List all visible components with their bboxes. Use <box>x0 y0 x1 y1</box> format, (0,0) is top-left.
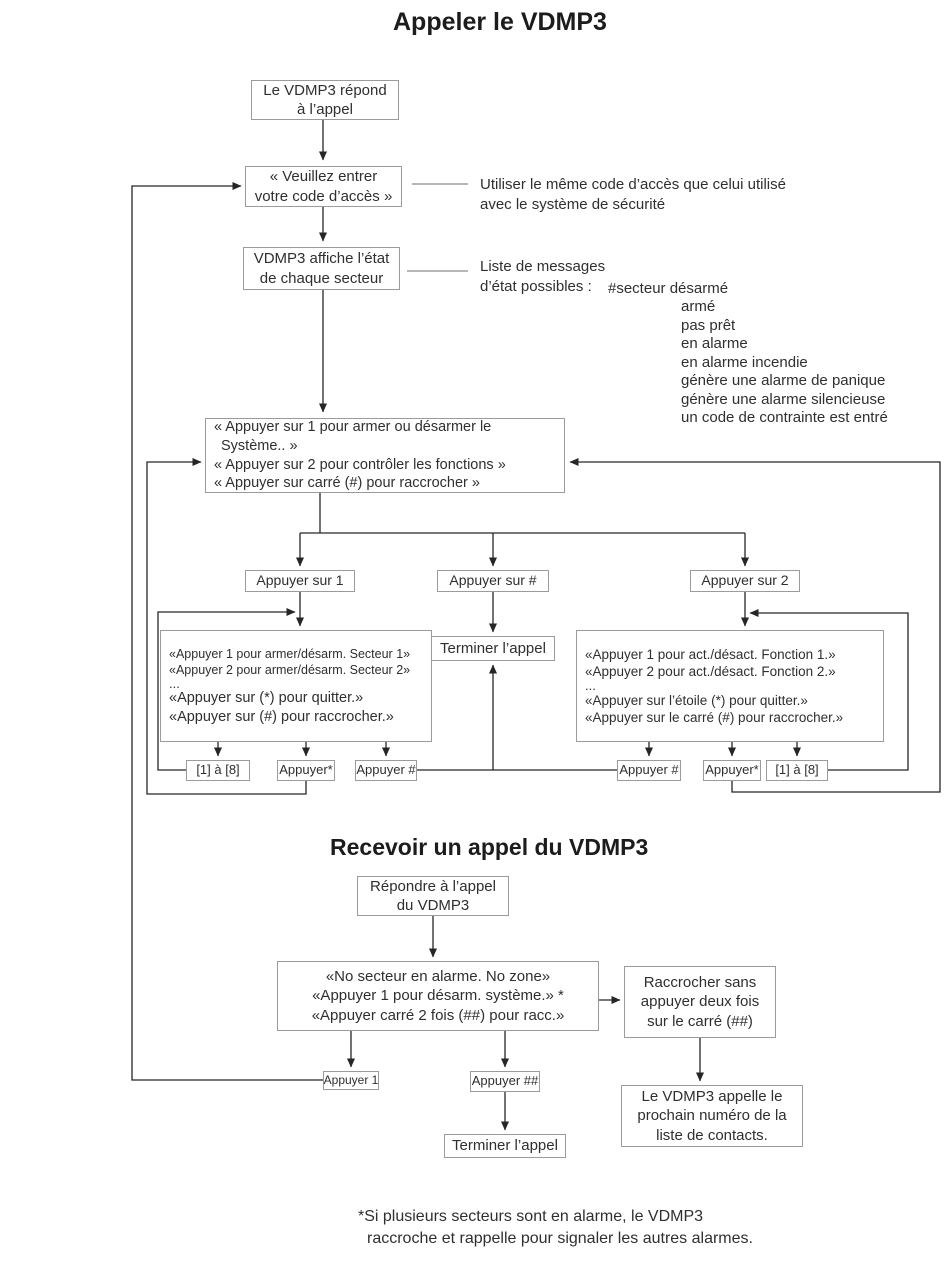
node-hangup-without-hash <box>624 966 776 1038</box>
node-arm-disarm-menu <box>160 630 432 742</box>
note-text: d’état possibles : <box>480 278 592 296</box>
node-text: Raccrocher sans <box>643 974 757 992</box>
node-press-1 <box>245 570 355 592</box>
key-hash-left <box>355 760 417 781</box>
node-text: [1] à [8] <box>196 762 240 778</box>
node-text: Appuyer sur 1 <box>256 572 344 589</box>
node-text: «Appuyer 2 pour armer/désarm. Secteur 2» <box>169 662 411 677</box>
node-text: Le VDMP3 appelle le <box>641 1088 783 1106</box>
node-end-call-receive <box>444 1134 566 1158</box>
node-text: [1] à [8] <box>775 762 819 778</box>
node-text: ... <box>169 675 180 691</box>
node-text: Appuyer 1 <box>323 1072 379 1087</box>
node-text: «Appuyer sur (#) pour raccrocher.» <box>169 708 394 725</box>
status-item: un code de contrainte est entré <box>681 409 888 426</box>
node-text: «Appuyer 1 pour act./désact. Fonction 1.» <box>585 646 836 662</box>
key-press-1-receive <box>323 1071 379 1090</box>
node-text: «Appuyer sur l’étoile (*) pour quitter.» <box>585 692 808 708</box>
node-main-menu <box>205 418 565 493</box>
status-item: pas prêt <box>681 316 736 334</box>
node-text: «Appuyer sur le carré (#) pour raccrocher.» <box>585 710 844 726</box>
node-enter-code <box>245 166 402 207</box>
node-text: Terminer l’appel <box>440 639 546 657</box>
node-text: Appuyer # <box>619 762 679 778</box>
node-text: « Appuyer sur 1 pour armer ou désarmer le <box>214 419 492 436</box>
node-text: « Veuillez entrer <box>269 168 378 186</box>
node-text: Appuyer* <box>279 762 333 778</box>
section-title-appeler: Appeler le VDMP3 <box>393 8 607 36</box>
node-text: du VDMP3 <box>396 897 470 914</box>
status-item: armé <box>681 298 716 315</box>
key-range-1-8-left <box>186 760 250 781</box>
node-text: « Appuyer sur carré (#) pour raccrocher » <box>214 475 480 492</box>
note-text: Utiliser le même code d’accès que celui utilisé <box>480 176 786 193</box>
node-text: VDMP3 affiche l’état <box>253 250 390 268</box>
status-item: génère une alarme silencieuse <box>681 390 886 408</box>
status-item: en alarme <box>681 335 748 352</box>
node-text: Appuyer sur 2 <box>701 572 789 589</box>
node-text: « Appuyer sur 2 pour contrôler les fonctions » <box>214 456 506 473</box>
node-text: Système.. » <box>221 437 298 454</box>
node-text: Terminer l’appel <box>452 1137 558 1155</box>
node-text: «Appuyer sur (*) pour quitter.» <box>169 690 364 707</box>
node-text: «Appuyer 2 pour act./désact. Fonction 2.» <box>585 663 836 679</box>
node-text: votre code d’accès » <box>254 187 393 205</box>
note-text: #secteur désarmé <box>608 280 729 297</box>
note-status-list-label <box>480 257 605 298</box>
status-item: génère une alarme de panique <box>681 372 886 389</box>
node-call-next-number <box>621 1085 803 1147</box>
node-text: Appuyer # <box>356 762 416 778</box>
node-press-2 <box>690 570 800 592</box>
node-text: Le VDMP3 répond <box>263 81 387 99</box>
status-item: en alarme incendie <box>681 353 808 371</box>
node-text: «Appuyer 1 pour désarm. système.» * <box>312 987 564 1005</box>
node-text: prochain numéro de la <box>637 1107 787 1125</box>
node-text: appuyer deux fois <box>640 993 760 1011</box>
key-press-hashhash <box>470 1071 540 1092</box>
node-text: Répondre à l’appel <box>370 877 496 895</box>
node-function-menu <box>576 630 884 742</box>
node-vdmp3-answers <box>251 80 399 120</box>
node-text: de chaque secteur <box>259 269 384 287</box>
footnote <box>358 1206 753 1251</box>
section-title-recevoir: Recevoir un appel du VDMP3 <box>330 834 649 860</box>
node-text: liste de contacts. <box>656 1126 768 1144</box>
node-press-hash <box>437 570 549 592</box>
node-text: sur le carré (##) <box>647 1012 753 1030</box>
key-star-right <box>703 760 761 781</box>
note-text: Liste de messages <box>480 258 606 275</box>
footnote-text: raccroche et rappelle pour signaler les autres alarmes. <box>367 1230 753 1248</box>
node-end-call <box>431 636 555 661</box>
node-text: à l’appel <box>297 101 353 118</box>
node-text: «Appuyer carré 2 fois (##) pour racc.» <box>311 1006 565 1024</box>
node-text: «Appuyer 1 pour armer/désarm. Secteur 1» <box>169 646 411 661</box>
node-text: Appuyer* <box>705 762 759 778</box>
key-star-left <box>277 760 335 781</box>
node-text: Appuyer sur # <box>449 572 537 589</box>
node-alarm-message <box>277 961 599 1031</box>
node-answer-vdmp3-call <box>357 876 509 916</box>
node-text: «No secteur en alarme. No zone» <box>325 968 551 986</box>
key-hash-right <box>617 760 681 781</box>
status-first-item <box>608 279 728 299</box>
node-text: ... <box>585 678 596 694</box>
note-access-code <box>480 175 786 216</box>
node-text: Appuyer ## <box>471 1073 539 1089</box>
note-text: avec le système de sécurité <box>480 196 666 214</box>
node-status-display <box>243 247 400 290</box>
footnote-text: *Si plusieurs secteurs sont en alarme, le VDMP3 <box>358 1208 704 1225</box>
status-items-list <box>681 298 888 428</box>
key-range-1-8-right <box>766 760 828 781</box>
